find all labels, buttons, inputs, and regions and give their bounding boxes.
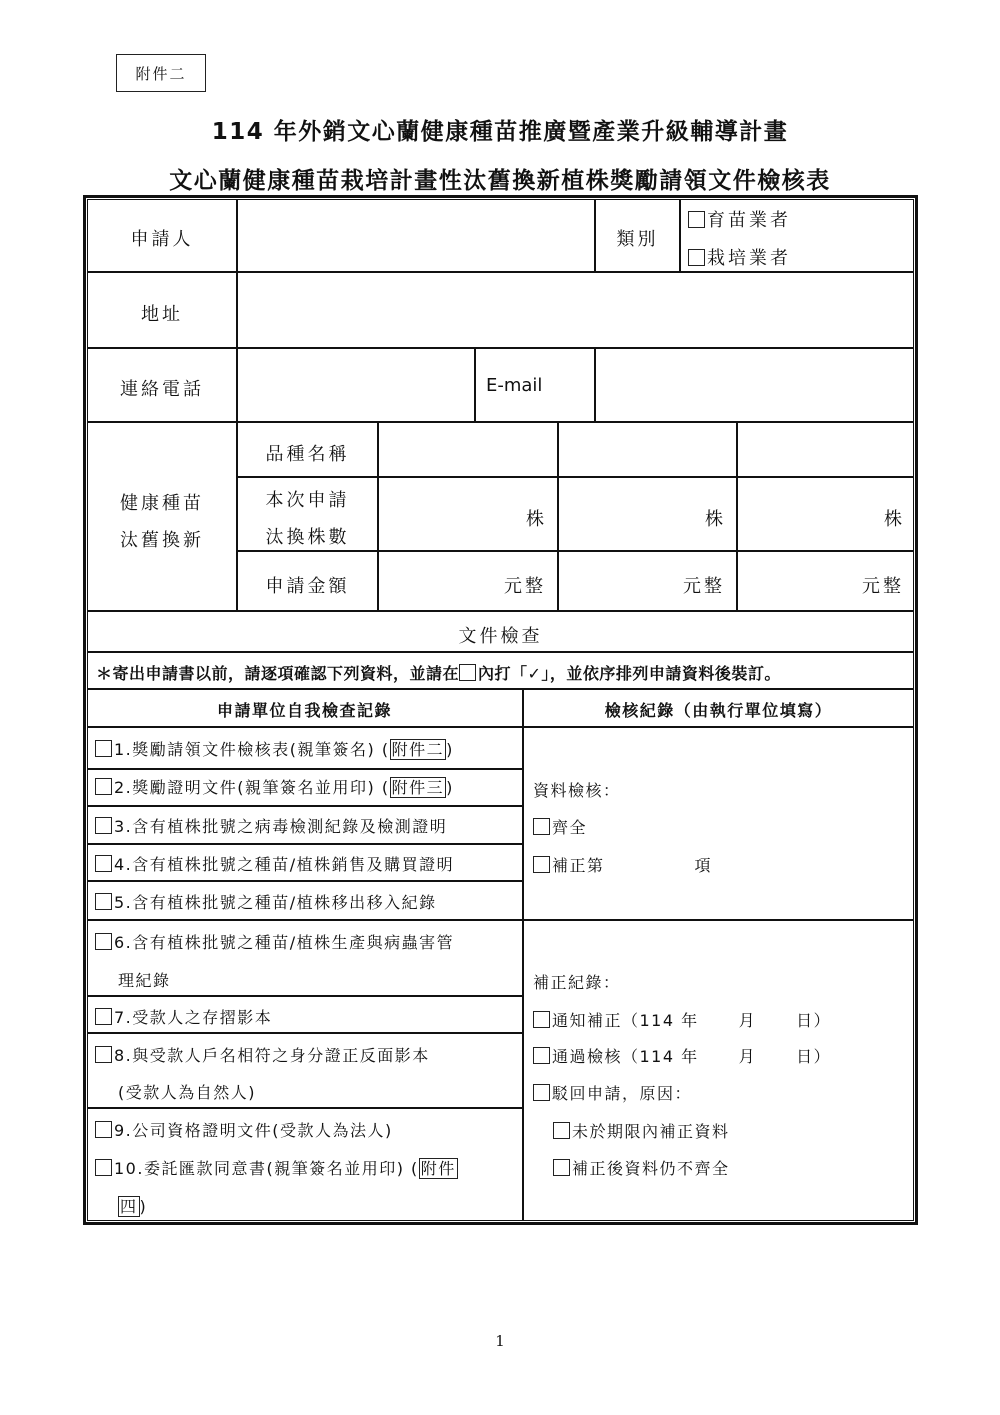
category-label: 類別 bbox=[616, 229, 659, 250]
attachment-tag: 附件二 bbox=[116, 54, 206, 92]
checkbox-sample bbox=[459, 664, 476, 681]
row-divider bbox=[237, 550, 914, 552]
checkbox[interactable] bbox=[688, 211, 705, 228]
row-divider bbox=[237, 476, 914, 478]
row-divider bbox=[87, 843, 522, 845]
review-header: 檢核紀錄（由執行單位填寫） bbox=[604, 701, 833, 720]
amount-unit: 元整 bbox=[683, 576, 725, 597]
checklist-item[interactable]: 8.與受款人戶名相符之身分證正反面影本 bbox=[95, 1043, 430, 1066]
checkbox[interactable] bbox=[95, 1121, 112, 1138]
reject-reason-2[interactable]: 補正後資料仍不齊全 bbox=[553, 1156, 730, 1179]
checkbox[interactable] bbox=[533, 1084, 550, 1101]
renewal-section-label-1: 健康種苗 bbox=[120, 493, 204, 514]
email-label: E-mail bbox=[486, 375, 543, 396]
checkbox[interactable] bbox=[533, 1047, 550, 1064]
count-label-2: 汰換株數 bbox=[265, 527, 350, 548]
row-divider bbox=[87, 805, 522, 807]
col-divider bbox=[594, 347, 596, 422]
phone-label: 連絡電話 bbox=[120, 379, 204, 400]
reject-reason-1[interactable]: 未於期限內補正資料 bbox=[553, 1119, 730, 1142]
applicant-label: 申請人 bbox=[130, 229, 194, 250]
row-divider bbox=[87, 610, 914, 612]
checkbox[interactable] bbox=[95, 817, 112, 834]
variety-label: 品種名稱 bbox=[265, 444, 350, 465]
complete-option[interactable]: 齊全 bbox=[533, 815, 587, 838]
row-divider bbox=[87, 1032, 522, 1034]
checkbox[interactable] bbox=[95, 933, 112, 950]
checkbox[interactable] bbox=[688, 249, 705, 266]
checkbox[interactable] bbox=[95, 740, 112, 757]
checkbox[interactable] bbox=[95, 1008, 112, 1025]
checkbox[interactable] bbox=[95, 893, 112, 910]
checklist-item[interactable]: 2.獎勵證明文件(親筆簽名並用印) ( 附件三 ) bbox=[95, 775, 454, 798]
checkbox[interactable] bbox=[95, 1046, 112, 1063]
reject-option[interactable]: 駁回申請，原因： bbox=[533, 1081, 692, 1104]
checklist-item[interactable]: 5.含有植株批號之種苗/植株移出移入紀錄 bbox=[95, 890, 437, 913]
row-divider bbox=[87, 271, 914, 273]
checkbox[interactable] bbox=[553, 1159, 570, 1176]
notify-option[interactable]: 通知補正（114 年 月 日） bbox=[533, 1008, 831, 1031]
col-divider bbox=[474, 347, 476, 422]
count-label-1: 本次申請 bbox=[265, 490, 350, 511]
checklist-item[interactable]: 3.含有植株批號之病毒檢測紀錄及檢測證明 bbox=[95, 814, 447, 837]
checklist-item[interactable]: 10.委託匯款同意書(親筆簽名並用印) ( 附件 bbox=[95, 1156, 458, 1179]
row-divider bbox=[87, 726, 914, 728]
supplement-option[interactable]: 補正第 項 bbox=[533, 853, 712, 876]
row-divider bbox=[87, 421, 914, 423]
checkbox[interactable] bbox=[95, 1159, 112, 1176]
row-divider bbox=[87, 651, 914, 653]
checkbox[interactable] bbox=[553, 1122, 570, 1139]
plant-unit: 株 bbox=[884, 509, 905, 530]
row-divider bbox=[87, 688, 914, 690]
plant-unit: 株 bbox=[705, 509, 726, 530]
row-divider bbox=[87, 880, 522, 882]
row-divider bbox=[87, 1107, 522, 1109]
checkbox[interactable] bbox=[95, 778, 112, 795]
page-title: 114 年外銷文心蘭健康種苗推廣暨產業升級輔導計畫 bbox=[211, 119, 789, 145]
amount-unit: 元整 bbox=[862, 576, 904, 597]
col-divider bbox=[557, 421, 559, 611]
row-divider bbox=[87, 919, 914, 921]
plant-unit: 株 bbox=[526, 509, 547, 530]
renewal-section-label-2: 汰舊換新 bbox=[120, 530, 204, 551]
checkbox[interactable] bbox=[95, 855, 112, 872]
checklist-item-continued: 理紀錄 bbox=[118, 971, 171, 990]
row-divider bbox=[87, 347, 914, 349]
checkbox[interactable] bbox=[533, 1011, 550, 1028]
checklist-item-continued: 四 ) bbox=[120, 1197, 148, 1216]
col-divider bbox=[736, 421, 738, 611]
supplement-record-label: 補正紀錄： bbox=[533, 973, 621, 992]
pass-option[interactable]: 通過檢核（114 年 月 日） bbox=[533, 1044, 831, 1067]
checklist-item[interactable]: 6.含有植株批號之種苗/植株生產與病蟲害管 bbox=[95, 930, 454, 953]
checkbox[interactable] bbox=[533, 818, 550, 835]
col-divider bbox=[522, 688, 524, 1221]
checklist-item[interactable]: 1.獎勵請領文件檢核表(親筆簽名) ( 附件二 ) bbox=[95, 737, 454, 760]
self-check-header: 申請單位自我檢查記錄 bbox=[216, 701, 392, 720]
checkbox[interactable] bbox=[533, 856, 550, 873]
checklist-item[interactable]: 4.含有植株批號之種苗/植株銷售及購買證明 bbox=[95, 852, 454, 875]
row-divider bbox=[87, 995, 522, 997]
data-check-label: 資料檢核： bbox=[533, 781, 621, 800]
checklist-item[interactable]: 9.公司資格證明文件(受款人為法人) bbox=[95, 1118, 393, 1141]
checklist-item-continued: (受款人為自然人) bbox=[118, 1083, 256, 1102]
amount-unit: 元整 bbox=[504, 576, 546, 597]
address-label: 地址 bbox=[141, 304, 183, 325]
category-option-nursery[interactable]: 育苗業者 bbox=[688, 206, 791, 232]
page-number: 1 bbox=[495, 1332, 505, 1350]
category-option-grower[interactable]: 栽培業者 bbox=[688, 244, 791, 270]
form-title: 文心蘭健康種苗栽培計畫性汰舊換新植株獎勵請領文件檢核表 bbox=[169, 168, 831, 194]
instruction-text: ＊寄出申請書以前，請逐項確認下列資料，並請在 內打「✓」，並依序排列申請資料後裝訂。 bbox=[96, 664, 781, 683]
row-divider bbox=[87, 768, 522, 770]
amount-label: 申請金額 bbox=[265, 576, 350, 597]
checklist-item[interactable]: 7.受款人之存摺影本 bbox=[95, 1005, 272, 1028]
doc-check-header: 文件檢查 bbox=[458, 626, 543, 647]
